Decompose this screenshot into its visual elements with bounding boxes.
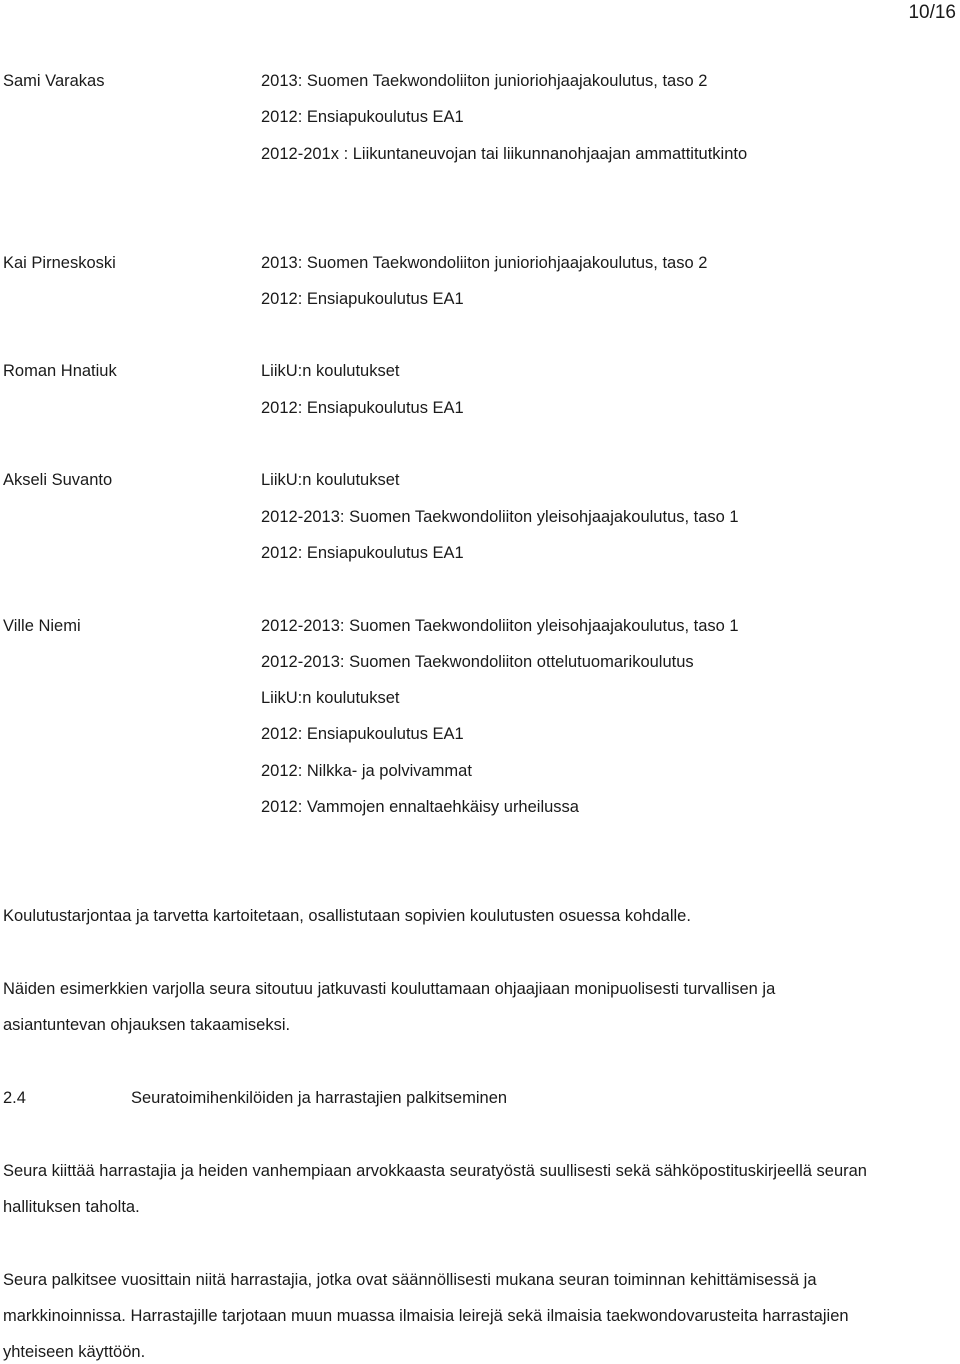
section-title: Seuratoimihenkilöiden ja harrastajien palkitseminen [131, 1089, 508, 1107]
course-line: 2012: Ensiapukoulutus EA1 [261, 399, 464, 417]
section-number: 2.4 [3, 1089, 26, 1107]
course-line: 2012-2013: Suomen Taekwondoliiton ottelutuomarikoulutus [261, 653, 694, 671]
paragraph-line: asiantuntevan ohjauksen takaamiseksi. [3, 1016, 291, 1034]
person-name: Akseli Suvanto [3, 471, 113, 489]
paragraph-line: Koulutustarjontaa ja tarvetta kartoitetaan, osallistutaan sopivien koulutusten osuessa kohdalle. [3, 907, 691, 925]
course-line: 2012: Ensiapukoulutus EA1 [261, 290, 464, 308]
paragraph-line: Seura palkitsee vuosittain niitä harrastajia, jotka ovat säännöllisesti mukana seuran toiminnan kehittämisessä ja [3, 1271, 817, 1289]
course-line: 2012: Ensiapukoulutus EA1 [261, 544, 464, 562]
course-line: 2012-2013: Suomen Taekwondoliiton yleisohjaajakoulutus, taso 1 [261, 508, 739, 526]
course-line: 2012: Ensiapukoulutus EA1 [261, 108, 464, 126]
person-name: Kai Pirneskoski [3, 254, 116, 272]
paragraph-line: Näiden esimerkkien varjolla seura sitoutuu jatkuvasti kouluttamaan ohjaajiaan monipuolisesti turvallisen ja [3, 980, 776, 998]
person-name: Sami Varakas [3, 72, 105, 90]
course-line: 2012: Ensiapukoulutus EA1 [261, 725, 464, 743]
course-line: 2012: Nilkka- ja polvivammat [261, 762, 472, 780]
person-name: Ville Niemi [3, 617, 81, 635]
paragraph-line: hallituksen taholta. [3, 1198, 140, 1216]
course-line: 2012-201x : Liikuntaneuvojan tai liikunnanohjaajan ammattitutkinto [261, 145, 748, 163]
course-line: LiikU:n koulutukset [261, 689, 400, 707]
course-line: 2012-2013: Suomen Taekwondoliiton yleisohjaajakoulutus, taso 1 [261, 617, 739, 635]
course-line: 2013: Suomen Taekwondoliiton junioriohjaajakoulutus, taso 2 [261, 254, 708, 272]
course-line: 2013: Suomen Taekwondoliiton junioriohjaajakoulutus, taso 2 [261, 72, 708, 90]
course-line: 2012: Vammojen ennaltaehkäisy urheilussa [261, 798, 579, 816]
paragraph-line: Seura kiittää harrastajia ja heiden vanhempiaan arvokkaasta seuratyöstä suullisesti sekä sähköpostituskirjeellä seuran [3, 1162, 867, 1180]
paragraph-line: markkinoinnissa. Harrastajille tarjotaan muun muassa ilmaisia leirejä sekä ilmaisia taekwondovarusteita harrastajien [3, 1307, 849, 1325]
page-number: 10/16 [908, 2, 956, 23]
person-name: Roman Hnatiuk [3, 362, 117, 380]
course-line: LiikU:n koulutukset [261, 362, 400, 380]
paragraph-line: yhteiseen käyttöön. [3, 1343, 146, 1361]
course-line: LiikU:n koulutukset [261, 471, 400, 489]
